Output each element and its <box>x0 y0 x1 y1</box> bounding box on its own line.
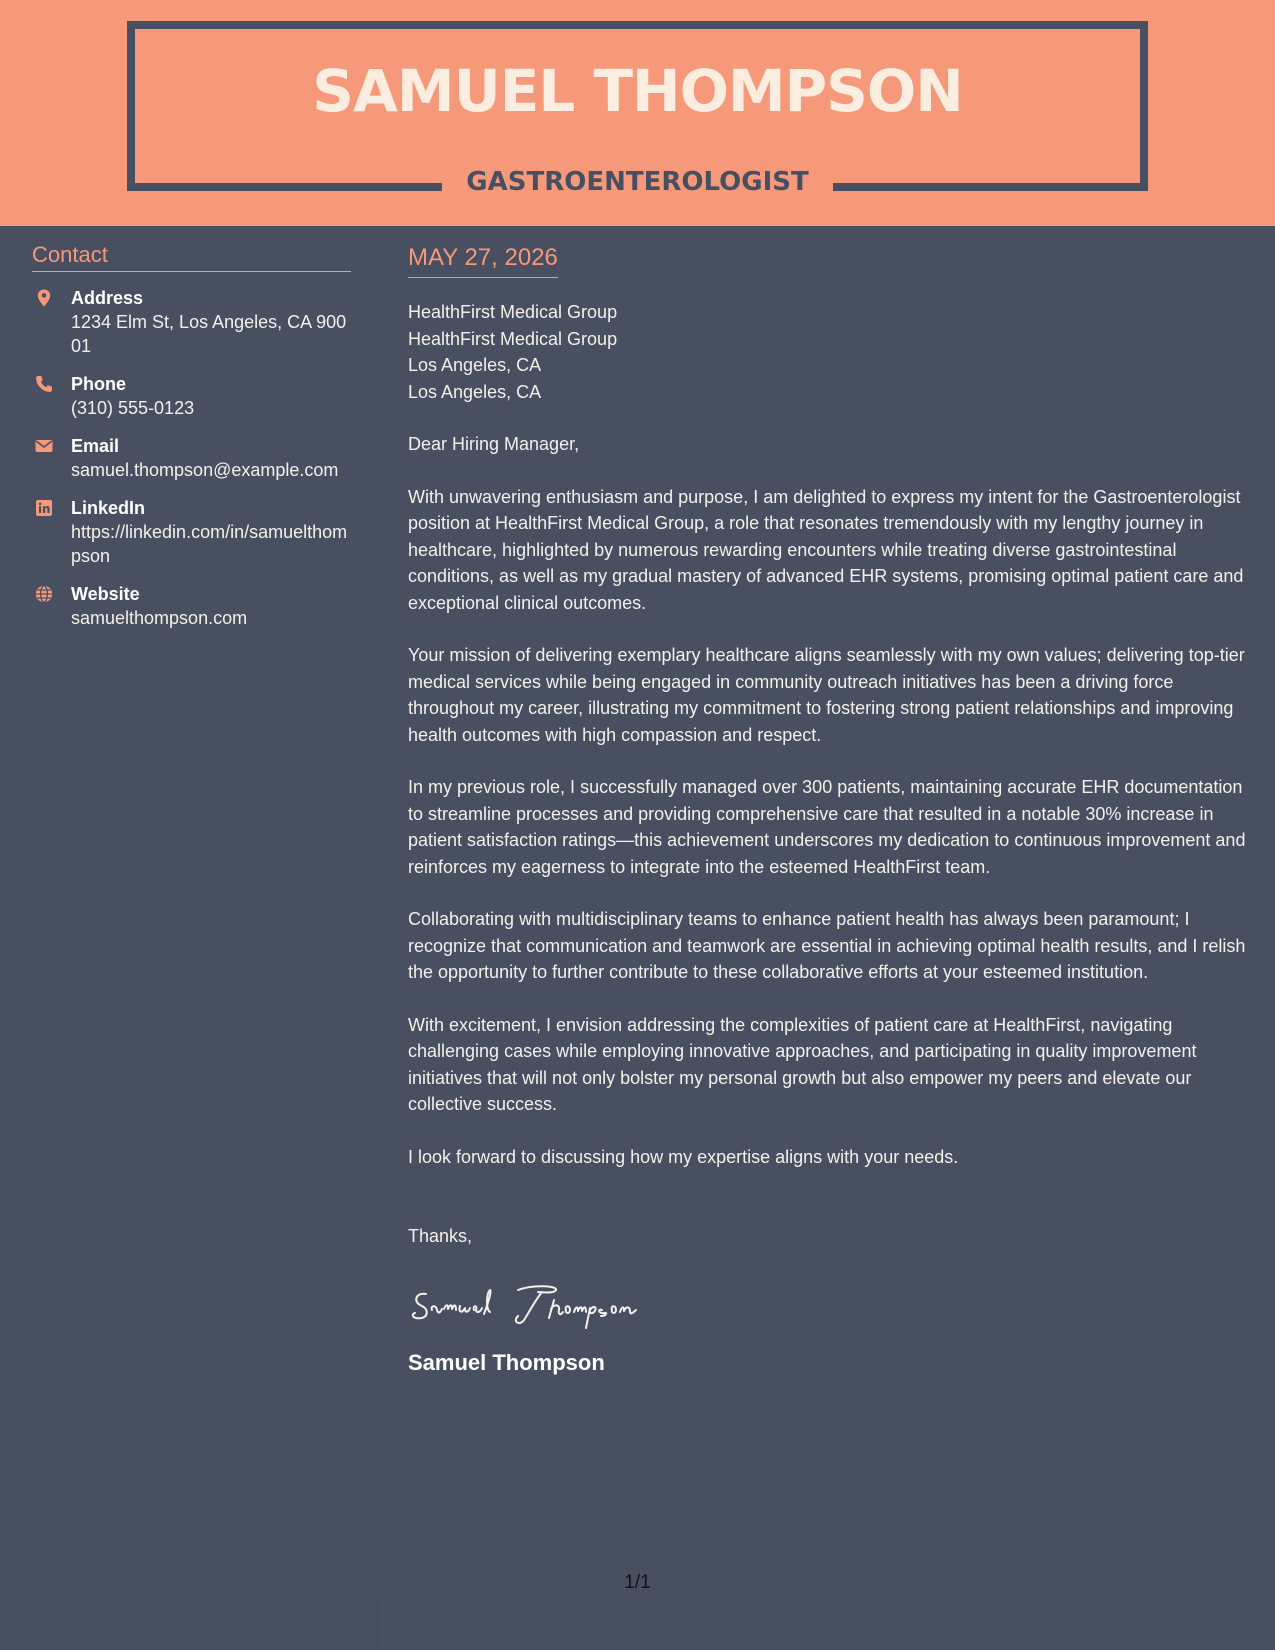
signature-graphic <box>408 1280 678 1330</box>
address-value: 1234 Elm St, Los Angeles, CA 90001 <box>71 312 347 357</box>
phone-value: (310) 555-0123 <box>71 398 195 419</box>
recipient-line: HealthFirst Medical Group <box>408 302 618 323</box>
contact-label: Website <box>71 584 140 605</box>
contact-item-email <box>32 434 351 482</box>
contact-item-website <box>32 582 351 630</box>
header-banner <box>0 0 1275 226</box>
salutation: Dear Hiring Manager, <box>408 434 580 455</box>
location-pin-icon <box>34 288 54 308</box>
letter-paragraph: Collaborating with multidisciplinary teams to enhance patient health has always been paramount; I recognize that communication and teamwork are essential in achieving optimal health results, and I relish the opportunity to further contribute to these collaborative efforts at your esteemed institution. <box>408 909 1246 983</box>
applicant-name: SAMUEL THOMPSON <box>312 57 963 125</box>
linkedin-value[interactable]: https://linkedin.com/in/samuelthompson <box>71 522 348 567</box>
recipient-block <box>408 299 1254 405</box>
letter-paragraph: In my previous role, I successfully managed over 300 patients, maintaining accurate EHR documentation to streamline processes and providing comprehensive care that resulted in a notable 30% increase in patient satisfaction ratings—this achievement underscores my dedication to continuous improvement and reinforces my eagerness to integrate into the esteemed HealthFirst team. <box>408 777 1246 877</box>
letter-paragraph: With excitement, I envision addressing the complexities of patient care at HealthFirst, navigating challenging cases while employing innovative approaches, and participating in quality improvement initiatives that will not only bolster my personal growth but also empower my peers and elevate our collective success. <box>408 1014 1197 1115</box>
website-value[interactable]: samuelthompson.com <box>71 608 248 629</box>
contact-sidebar <box>32 243 351 630</box>
handwritten-signature <box>408 1280 1254 1330</box>
recipient-line: Los Angeles, CA <box>408 381 542 402</box>
globe-icon <box>34 584 54 604</box>
email-value[interactable]: samuel.thompson@example.com <box>71 460 339 481</box>
recipient-line: HealthFirst Medical Group <box>408 328 618 349</box>
phone-icon <box>34 374 54 394</box>
contact-label: Email <box>71 436 120 457</box>
page-number: 1/1 <box>624 1572 651 1593</box>
linkedin-icon <box>34 498 54 518</box>
letter-paragraph: With unwavering enthusiasm and purpose, I am delighted to express my intent for the Gastroenterologist position at HealthFirst Medical Group, a role that resonates tremendously with my lengthy journey in healthcare, highlighted by numerous rewarding encounters while treating diverse gastrointestinal conditions, as well as my gradual mastery of advanced EHR systems, promising optimal patient care and exceptional clinical outcomes. <box>408 486 1244 613</box>
closing: Thanks, <box>408 1226 473 1247</box>
contact-item-address <box>32 286 351 358</box>
contact-label: Phone <box>71 374 127 395</box>
letter-paragraph: Your mission of delivering exemplary healthcare aligns seamlessly with my own values; delivering top-tier medical services while being engaged in community outreach initiatives has been a driving force throughout my career, illustrating my commitment to fostering strong patient relationships and improving health outcomes with high compassion and respect. <box>408 645 1245 745</box>
letter-paragraph: I look forward to discussing how my expertise aligns with your needs. <box>408 1146 959 1167</box>
column-divider <box>382 1600 383 1650</box>
letter-body <box>408 245 1254 1376</box>
letter-date: MAY 27, 2026 <box>408 245 558 278</box>
contact-label: LinkedIn <box>71 498 146 519</box>
envelope-icon <box>34 436 54 456</box>
contact-heading: Contact <box>32 243 351 272</box>
recipient-line: Los Angeles, CA <box>408 355 542 376</box>
job-title: GASTROENTEROLOGIST <box>466 167 809 197</box>
contact-item-phone <box>32 372 351 420</box>
signer-name: Samuel Thompson <box>408 1349 605 1375</box>
contact-label: Address <box>71 288 144 309</box>
contact-item-linkedin <box>32 496 351 568</box>
